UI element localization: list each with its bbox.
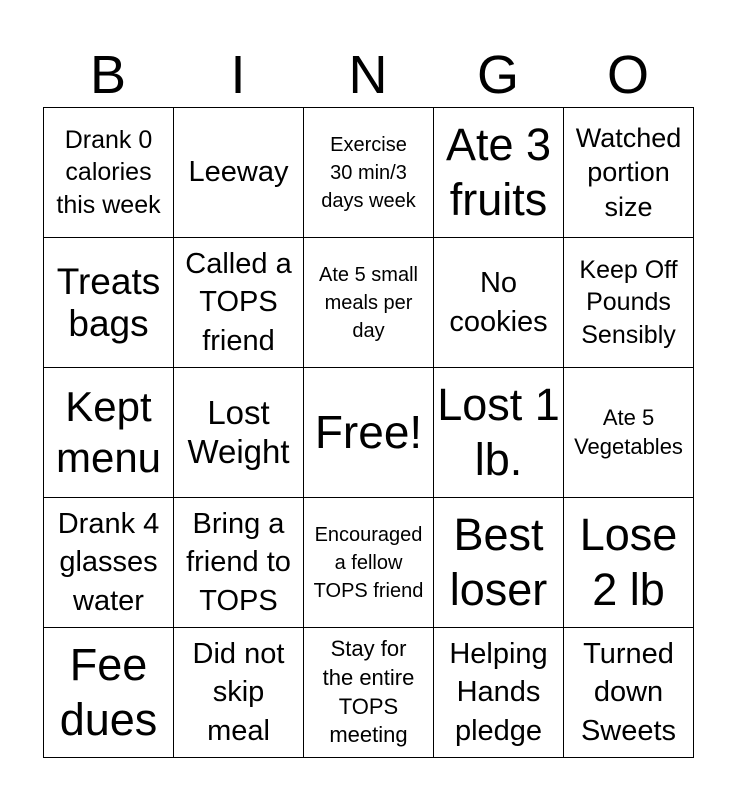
- cell-text: No cookies: [449, 267, 548, 338]
- cell-text: Lose 2 lb: [579, 508, 678, 615]
- header-letter-n: N: [348, 45, 388, 105]
- bingo-cell[interactable]: [304, 238, 434, 368]
- cell-text: Ate 5 Vegetables: [574, 404, 683, 459]
- bingo-cell[interactable]: [174, 628, 304, 758]
- bingo-cell[interactable]: [44, 108, 174, 238]
- bingo-cell[interactable]: [434, 498, 564, 628]
- bingo-cell[interactable]: [174, 238, 304, 368]
- bingo-cell[interactable]: [434, 238, 564, 368]
- cell-text: Bring a friend to TOPS: [186, 508, 291, 617]
- cell-text: Treats bags: [56, 261, 161, 344]
- cell-text: Encouraged a fellow TOPS friend: [313, 523, 424, 602]
- bingo-cell[interactable]: [44, 368, 174, 498]
- cell-text: Keep Off Pounds Sensibly: [579, 255, 678, 349]
- cell-text: Helping Hands pledge: [449, 638, 548, 747]
- header-letter-o: O: [606, 45, 649, 105]
- bingo-cell[interactable]: [434, 628, 564, 758]
- bingo-cell[interactable]: [44, 238, 174, 368]
- bingo-header: [43, 44, 693, 106]
- bingo-cell[interactable]: [44, 628, 174, 758]
- bingo-cell[interactable]: [174, 498, 304, 628]
- bingo-cell[interactable]: [304, 108, 434, 238]
- cell-text: Called a TOPS friend: [185, 248, 292, 357]
- bingo-cell[interactable]: [434, 108, 564, 238]
- bingo-cell[interactable]: [564, 108, 694, 238]
- cell-text: Kept menu: [55, 383, 162, 481]
- cell-text: Did not skip meal: [192, 638, 285, 747]
- bingo-cell[interactable]: [304, 628, 434, 758]
- bingo-cell[interactable]: [564, 238, 694, 368]
- header-letter-g: G: [476, 45, 519, 105]
- cell-text: Turned down Sweets: [580, 638, 677, 747]
- bingo-cell[interactable]: [564, 368, 694, 498]
- cell-text: Leeway: [188, 156, 289, 189]
- cell-text: Stay for the entire TOPS meeting: [322, 636, 415, 748]
- cell-text: Ate 3 fruits: [445, 118, 552, 225]
- header-letter-i: I: [230, 45, 246, 105]
- cell-text: Drank 4 glasses water: [57, 508, 160, 617]
- cell-text: Lost 1 lb.: [437, 378, 560, 485]
- bingo-cell[interactable]: [564, 628, 694, 758]
- cell-text: Exercise 30 min/3 days week: [321, 133, 416, 212]
- bingo-cell[interactable]: [44, 498, 174, 628]
- bingo-cell[interactable]: [304, 498, 434, 628]
- bingo-cell[interactable]: [434, 368, 564, 498]
- bingo-cell[interactable]: [174, 368, 304, 498]
- cell-text: Fee dues: [59, 638, 158, 745]
- free-space-label: Free!: [314, 406, 423, 459]
- header-letter-b: B: [89, 45, 127, 105]
- bingo-grid: [43, 107, 694, 758]
- cell-text: Ate 5 small meals per day: [319, 263, 418, 342]
- cell-text: Best loser: [449, 508, 548, 615]
- cell-text: Lost Weight: [187, 393, 290, 470]
- free-space[interactable]: [304, 368, 434, 498]
- cell-text: Watched portion size: [575, 122, 682, 222]
- cell-text: Drank 0 calories this week: [56, 125, 161, 219]
- bingo-cell[interactable]: [564, 498, 694, 628]
- bingo-cell[interactable]: [174, 108, 304, 238]
